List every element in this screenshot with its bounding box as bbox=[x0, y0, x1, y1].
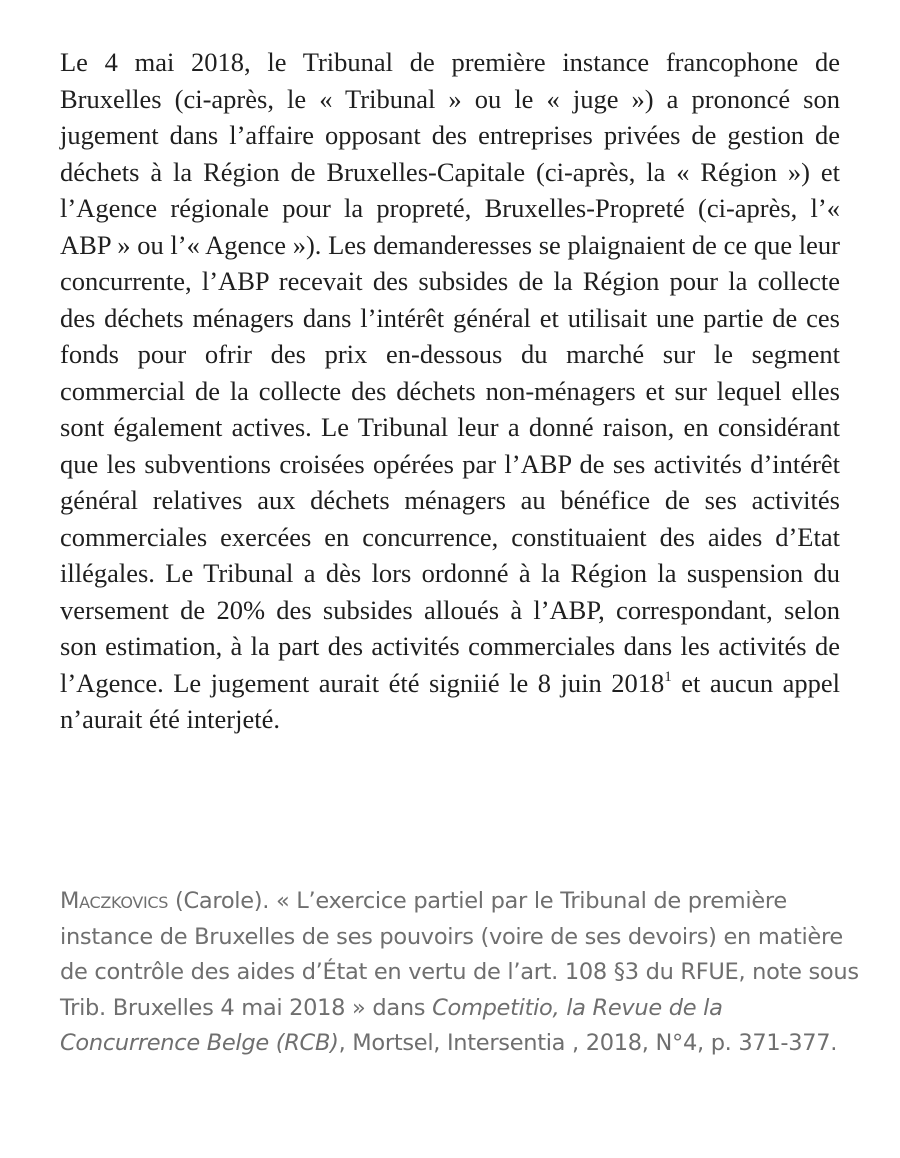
footnote-reference[interactable]: 1 bbox=[664, 668, 672, 685]
paragraph-text: Le 4 mai 2018, le Tribunal de première instance francophone de Bruxelles (ci-après, le « Tribunal » ou le « juge ») a prononcé son jugement dans l’affaire opposant des entreprises privées de gestion de déchets à la Région de Bruxelles-Capitale (ci-après, la « Région ») et l’Agence régionale pour la propreté, Bruxelles-Propreté (ci-après, l’« ABP » ou l’« Agence »). Les demanderesses se plaignaient de ce que leur concurrente, l’ABP recevait des subsides de la Région pour la collecte des déchets ménagers dans l’intérêt général et utilisait une partie de ces fonds pour ofrir des prix en-dessous du marché sur le segment commercial de la collecte des déchets non-ménagers et sur lequel elles sont également actives. Le Tribunal leur a donné raison, en considérant que les subventions croisées opérées par l’ABP de ses activités d’intérêt général relatives aux déchets ménagers au bénéfice de ses activités commerciales exercées en concurrence, constituaient des aides d’Etat illégales. Le Tribunal a dès lors ordonné à la Région la suspension du versement de 20% des subsides alloués à l’ABP, correspondant, selon son estimation, à la part des activités commerciales dans les activités de l’Agence. Le jugement aurait été signiié le 8 juin 2018 bbox=[60, 47, 840, 698]
reference-title: (Carole). « L’exercice partiel par le Tribunal de première instance de Bruxelles de ses pouvoirs (voire de ses devoirs) en matière de contrôle des aides d’État en vertu de l’art. 108 §3 du RFUE, note sous Trib. Bruxelles 4 mai 2018 » dans bbox=[60, 888, 859, 1021]
reference-author: Maczkovics bbox=[60, 888, 169, 914]
body-paragraph bbox=[60, 44, 840, 738]
paragraph-text-end: et aucun appel n’aurait été interjeté. bbox=[60, 667, 840, 734]
reference-journal: Competitio, la Revue de la Concurrence Belge (RCB) bbox=[60, 994, 723, 1056]
bibliographic-reference bbox=[60, 884, 860, 1062]
reference-publication-details: , Mortsel, Intersentia , 2018, N°4, p. 371-377. bbox=[338, 1030, 838, 1056]
